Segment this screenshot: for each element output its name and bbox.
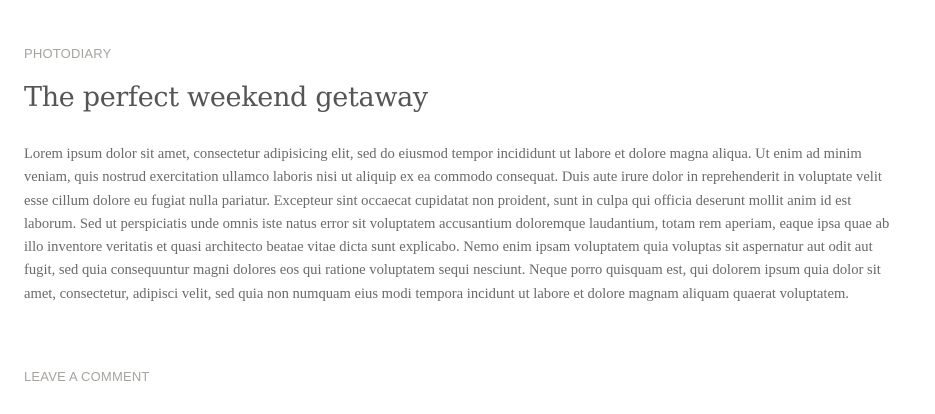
category-link[interactable]: PHOTODIARY: [24, 46, 112, 61]
post-title: The perfect weekend getaway: [24, 82, 428, 113]
post-body: Lorem ipsum dolor sit amet, consectetur adipisicing elit, sed do eiusmod tempor incididunt ut labore et dolore magna aliqua. Ut enim ad minim veniam, quis nostrud exercitation ullamco laboris nisi ut aliquip ex ea commodo consequat. Duis aute irure dolor in reprehenderit in voluptate velit esse cillum dolore eu fugiat nulla pariatur. Excepteur sint occaecat cupidatat non proident, sunt in culpa qui officia deserunt mollit anim id est laborum. Sed ut perspiciatis unde omnis iste natus error sit voluptatem accusantium doloremque laudantium, totam rem aperiam, eaque ipsa quae ab illo inventore veritatis et quasi architecto beatae vitae dicta sunt explicabo. Nemo enim ipsam voluptatem quia voluptas sit aspernatur aut odit aut fugit, sed quia consequuntur magni dolores eos qui ratione voluptatem sequi nesciunt. Neque porro quisquam est, qui dolorem ipsum quia dolor sit amet, consectetur, adipisci velit, sed quia non numquam eius modi tempora incidunt ut labore et dolore magnam aliquam quaerat voluptatem.: [24, 146, 890, 302]
leave-comment-link[interactable]: LEAVE A COMMENT: [24, 369, 150, 384]
